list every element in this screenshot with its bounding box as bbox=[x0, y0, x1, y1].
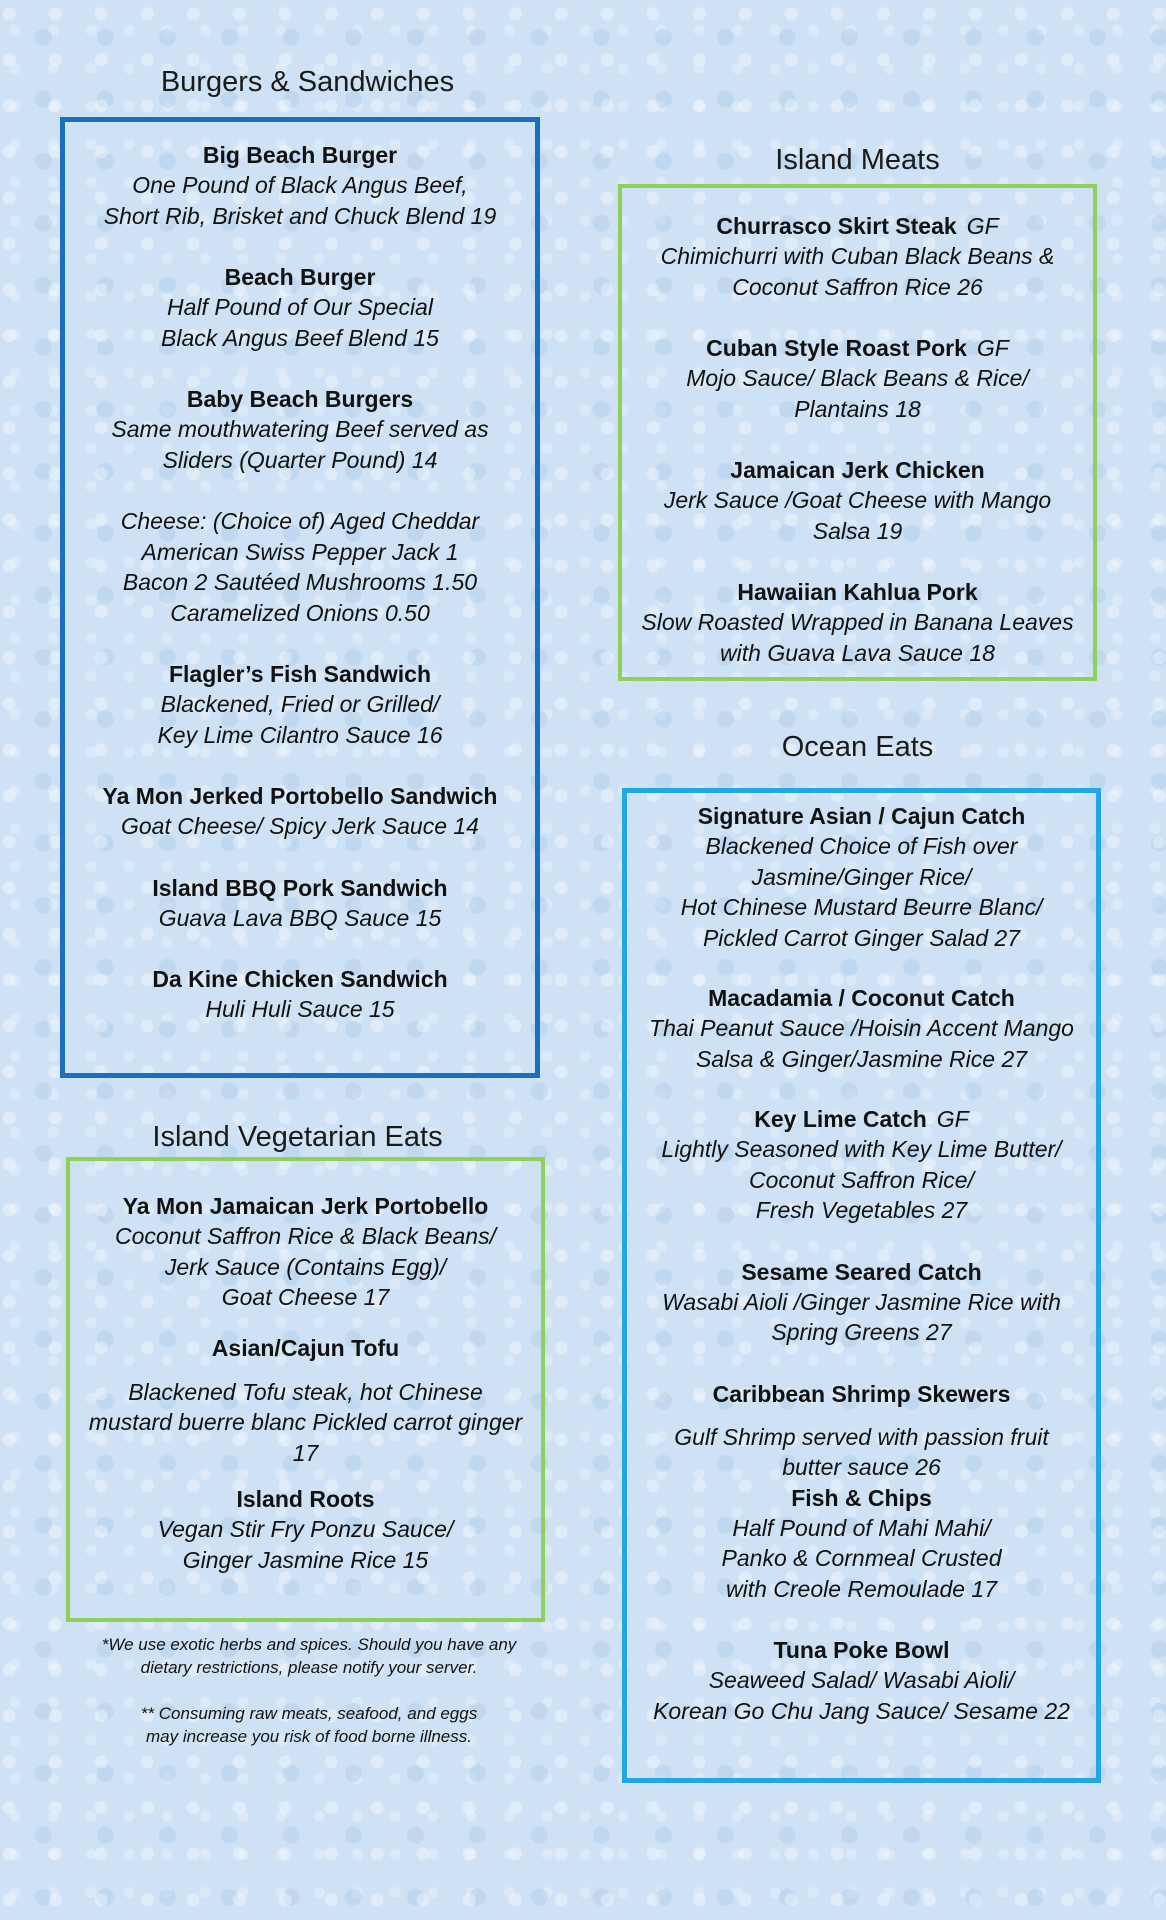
menu-item-name-text: Island Roots bbox=[236, 1486, 375, 1512]
menu-item-name bbox=[65, 873, 535, 903]
menu-item bbox=[627, 1635, 1096, 1726]
menu-item-name bbox=[65, 659, 535, 689]
menu-item-name-text: Signature Asian / Cajun Catch bbox=[697, 803, 1026, 829]
menu-item-description: Huli Huli Sauce 15 bbox=[205, 996, 395, 1022]
menu-item bbox=[65, 873, 535, 934]
meats-heading: Island Meats bbox=[775, 144, 940, 176]
menu-item-name-text: Big Beach Burger bbox=[202, 142, 398, 168]
menu-item-name-text: Da Kine Chicken Sandwich bbox=[152, 966, 448, 992]
vegetarian-heading: Island Vegetarian Eats bbox=[152, 1121, 443, 1153]
menu-item-name bbox=[65, 262, 535, 292]
gluten-free-tag: GF bbox=[966, 213, 999, 239]
menu-item-description: Cheese: (Choice of) Aged Cheddar American Swiss Pepper Jack 1 Bacon 2 Sautéed Mushrooms 1.50 Caramelized Onions 0.50 bbox=[120, 508, 480, 626]
menu-item bbox=[70, 1484, 541, 1575]
menu-item bbox=[627, 1104, 1096, 1226]
menu-item-name bbox=[622, 455, 1093, 485]
menu-item bbox=[622, 211, 1093, 302]
menu-item bbox=[65, 384, 535, 475]
menu-item bbox=[627, 1483, 1096, 1605]
menu-item-description: Blackened Tofu steak, hot Chinese mustard buerre blanc Pickled carrot ginger 17 bbox=[88, 1378, 523, 1466]
menu-item-name bbox=[627, 1104, 1096, 1134]
menu-item bbox=[627, 1257, 1096, 1348]
menu-item-name-text: Flagler’s Fish Sandwich bbox=[168, 661, 431, 687]
menu-item bbox=[627, 801, 1096, 953]
menu-item-description: Mojo Sauce/ Black Beans & Rice/ Plantains 18 bbox=[686, 365, 1029, 422]
burgers-box bbox=[60, 117, 540, 1078]
menu-item-description: Guava Lava BBQ Sauce 15 bbox=[158, 904, 442, 931]
menu-item-name-text: Hawaiian Kahlua Pork bbox=[737, 579, 978, 605]
menu-item-description: Jerk Sauce /Goat Cheese with Mango Salsa 19 bbox=[663, 487, 1052, 544]
menu-item-description: Blackened, Fried or Grilled/ Key Lime Cilantro Sauce 16 bbox=[157, 691, 443, 748]
menu-item-name-text: Key Lime Catch bbox=[754, 1106, 927, 1132]
allergy-footnote: *We use exotic herbs and spices. Should you have any dietary restrictions, please notify your server. bbox=[101, 1635, 517, 1677]
menu-item-name-text: Asian/Cajun Tofu bbox=[211, 1334, 400, 1361]
menu-item-name bbox=[627, 1257, 1096, 1287]
menu-item bbox=[65, 262, 535, 353]
menu-item bbox=[65, 781, 535, 842]
menu-item-description: Blackened Choice of Fish over Jasmine/Ginger Rice/ Hot Chinese Mustard Beurre Blanc/ Pickled Carrot Ginger Salad 27 bbox=[680, 833, 1043, 951]
menu-item-description: Chimichurri with Cuban Black Beans & Coconut Saffron Rice 26 bbox=[660, 243, 1055, 300]
menu-item bbox=[70, 1191, 541, 1313]
menu-item bbox=[70, 1333, 541, 1469]
menu-item-name-text: Caribbean Shrimp Skewers bbox=[712, 1380, 1011, 1407]
menu-item bbox=[622, 577, 1093, 668]
menu-item bbox=[622, 333, 1093, 424]
menu-item-description: Half Pound of Our Special Black Angus Beef Blend 15 bbox=[161, 294, 439, 351]
menu-item-name bbox=[70, 1191, 541, 1221]
menu-item-description: Coconut Saffron Rice & Black Beans/ Jerk Sauce (Contains Egg)/ Goat Cheese 17 bbox=[115, 1223, 496, 1310]
menu-item-name bbox=[622, 333, 1093, 363]
menu-item-name bbox=[622, 577, 1093, 607]
menu-item-name bbox=[627, 1379, 1096, 1409]
menu-item bbox=[627, 1379, 1096, 1483]
menu-item-name bbox=[622, 211, 1093, 241]
menu-item-description: Seaweed Salad/ Wasabi Aioli/ Korean Go Chu Jang Sauce/ Sesame 22 bbox=[653, 1667, 1070, 1724]
menu-item bbox=[627, 983, 1096, 1074]
menu-item-name-text: Macadamia / Coconut Catch bbox=[708, 985, 1015, 1011]
menu-item-description: Wasabi Aioli /Ginger Jasmine Rice with Spring Greens 27 bbox=[662, 1288, 1061, 1345]
vegetarian-box bbox=[66, 1157, 545, 1622]
menu-item-description: Gulf Shrimp served with passion fruit butter sauce 26 bbox=[674, 1423, 1049, 1480]
menu-item-name bbox=[65, 781, 535, 811]
menu-item-name-text: Churrasco Skirt Steak bbox=[716, 213, 957, 239]
gluten-free-tag: GF bbox=[936, 1106, 969, 1132]
meats-list bbox=[622, 211, 1093, 668]
menu-item-description: One Pound of Black Angus Beef, Short Rib, Brisket and Chuck Blend 19 bbox=[103, 172, 497, 229]
menu-item bbox=[622, 455, 1093, 546]
menu-item bbox=[65, 506, 535, 628]
meats-box bbox=[618, 184, 1097, 681]
menu-item-name bbox=[65, 964, 535, 994]
gluten-free-tag: GF bbox=[976, 335, 1009, 361]
menu-item bbox=[65, 964, 535, 1025]
menu-item-name-text: Jamaican Jerk Chicken bbox=[730, 457, 985, 483]
menu-item-name-text: Cuban Style Roast Pork bbox=[706, 335, 967, 361]
menu-item-name bbox=[627, 1483, 1096, 1513]
menu-item-description: Lightly Seasoned with Key Lime Butter/ Coconut Saffron Rice/ Fresh Vegetables 27 bbox=[661, 1136, 1062, 1223]
menu-item-description: Same mouthwatering Beef served as Sliders (Quarter Pound) 14 bbox=[111, 416, 489, 473]
menu-item bbox=[65, 659, 535, 750]
menu-item-name-text: Island BBQ Pork Sandwich bbox=[152, 874, 448, 901]
menu-item-name-text: Sesame Seared Catch bbox=[741, 1258, 982, 1285]
menu-item-name-text: Fish & Chips bbox=[791, 1484, 932, 1511]
menu-item-description: Goat Cheese/ Spicy Jerk Sauce 14 bbox=[121, 813, 479, 839]
menu-item-name-text: Baby Beach Burgers bbox=[186, 386, 414, 412]
menu-item-description: Slow Roasted Wrapped in Banana Leaves with Guava Lava Sauce 18 bbox=[641, 609, 1074, 666]
menu-item-name bbox=[65, 140, 535, 170]
menu-item-name-text: Ya Mon Jerked Portobello Sandwich bbox=[102, 783, 498, 809]
raw-food-footnote: ** Consuming raw meats, seafood, and eggs may increase you risk of food borne illness. bbox=[140, 1704, 478, 1746]
menu-item-description: Vegan Stir Fry Ponzu Sauce/ Ginger Jasmine Rice 15 bbox=[157, 1516, 454, 1573]
menu-item-name bbox=[627, 983, 1096, 1013]
menu-item-description: Thai Peanut Sauce /Hoisin Accent Mango Salsa & Ginger/Jasmine Rice 27 bbox=[649, 1015, 1074, 1072]
menu-item-name bbox=[65, 384, 535, 414]
burgers-heading: Burgers & Sandwiches bbox=[160, 66, 455, 98]
menu-item-name bbox=[627, 801, 1096, 831]
menu-item-description: Half Pound of Mahi Mahi/ Panko & Cornmeal Crusted with Creole Remoulade 17 bbox=[721, 1514, 1002, 1602]
vegetarian-list bbox=[70, 1191, 541, 1575]
menu-item-name-text: Beach Burger bbox=[224, 264, 376, 290]
ocean-list bbox=[627, 801, 1096, 1726]
ocean-heading: Ocean Eats bbox=[781, 731, 934, 763]
ocean-box bbox=[622, 788, 1101, 1783]
menu-item-name bbox=[70, 1484, 541, 1514]
menu-item-name-text: Ya Mon Jamaican Jerk Portobello bbox=[122, 1193, 489, 1219]
menu-item-name bbox=[70, 1333, 541, 1363]
menu-item-name bbox=[627, 1635, 1096, 1665]
burgers-list bbox=[65, 140, 535, 1025]
menu-item-name-text: Tuna Poke Bowl bbox=[773, 1637, 950, 1663]
menu-item bbox=[65, 140, 535, 231]
